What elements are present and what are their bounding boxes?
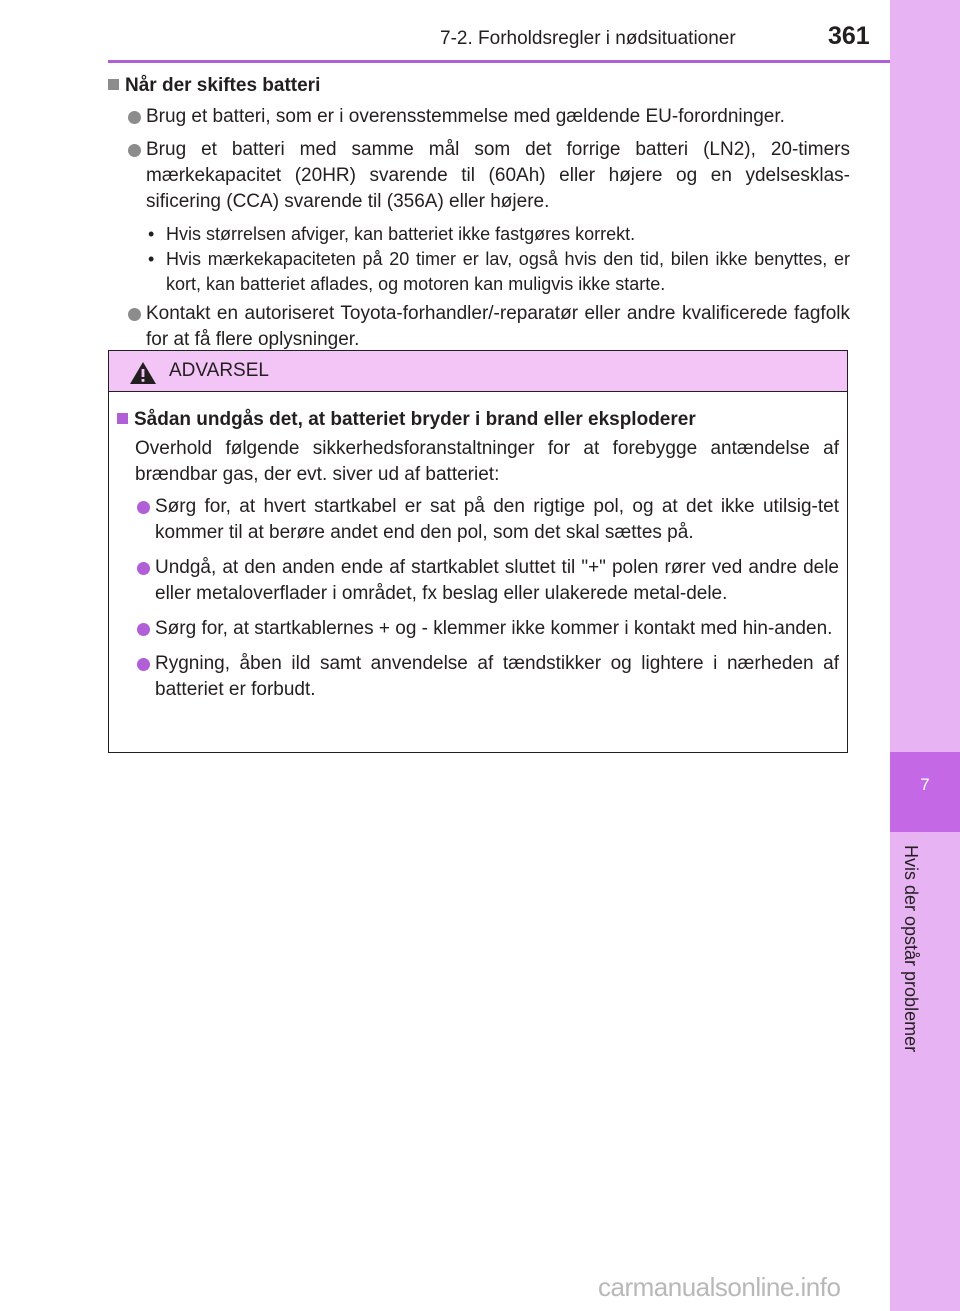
section-heading	[108, 72, 850, 100]
side-tab-chapter-number: 7	[920, 775, 930, 794]
list-item	[108, 301, 850, 353]
main-content	[108, 72, 850, 360]
warning-list-item-text: Undgå, at den anden ende af startkablet sluttet til "+" polen rører ved andre dele eller metaloverflader i området, fx beslag eller ulakerede metal-dele.	[155, 557, 839, 604]
warning-list-item	[117, 494, 839, 546]
sub-list-item	[108, 247, 850, 297]
sub-list-item-text: Hvis størrelsen afviger, kan batteriet ikke fastgøres korrekt.	[166, 224, 636, 244]
warning-triangle-icon	[129, 361, 157, 385]
warning-body	[109, 392, 847, 703]
circle-bullet-icon	[137, 501, 150, 514]
warning-list-item	[117, 651, 839, 703]
bullet-dot-icon: •	[148, 224, 155, 244]
circle-bullet-icon	[137, 623, 150, 636]
warning-label: ADVARSEL	[169, 360, 269, 381]
side-tab-title: Hvis der opstår problemer	[901, 845, 921, 1053]
warning-list-item-text: Sørg for, at hvert startkabel er sat på den rigtige pol, og at det ikke utilsig-tet kommer til at berøre andet end den pol, som det skal sættes på.	[155, 496, 839, 543]
warning-list-item	[117, 555, 839, 607]
circle-bullet-icon	[137, 562, 150, 575]
warning-list-item	[117, 616, 839, 642]
warning-header	[109, 351, 847, 392]
list-item-text: Brug et batteri, som er i overensstemmelse med gældende EU-forordninger.	[146, 106, 785, 127]
list-item-text: Kontakt en autoriseret Toyota-forhandler/-reparatør eller andre kvalificerede fagfolk for at få flere oplysninger.	[146, 303, 850, 350]
circle-bullet-icon	[128, 308, 141, 321]
page-number: 361	[828, 22, 870, 50]
warning-heading-text: Sådan undgås det, at batteriet bryder i brand eller eksploderer	[134, 409, 696, 430]
list-item	[108, 137, 850, 215]
list-item-text: Brug et batteri med samme mål som det forrige batteri (LN2), 20-timers mærkekapacitet (20HR) svarende til (60Ah) eller højere og en ydelsesklas-sificering (CCA) svarende til (356A) eller højere.	[146, 139, 850, 212]
warning-box	[108, 350, 848, 753]
sub-list-item	[108, 222, 850, 247]
section-heading-text: Når der skiftes batteri	[125, 75, 321, 96]
bullet-dot-icon: •	[148, 249, 155, 269]
running-header-section: 7-2. Forholdsregler i nødsituationer	[440, 28, 736, 49]
warning-list-item-text: Rygning, åben ild samt anvendelse af tændstikker og lightere i nærheden af batteriet er forbudt.	[155, 653, 839, 700]
header-rule	[108, 60, 890, 63]
watermark: carmanualsonline.info	[598, 1272, 841, 1302]
sub-list-item-text: Hvis mærkekapaciteten på 20 timer er lav, også hvis den tid, bilen ikke benyttes, er kort, kan batteriet aflades, og motoren kan muligvis ikke starte.	[166, 249, 850, 294]
side-tab	[890, 0, 960, 1311]
circle-bullet-icon	[128, 111, 141, 124]
square-bullet-icon	[117, 413, 128, 424]
circle-bullet-icon	[128, 144, 141, 157]
square-bullet-icon	[108, 79, 119, 90]
warning-heading	[117, 406, 839, 434]
list-item	[108, 104, 850, 130]
sub-list	[108, 222, 850, 297]
warning-intro: Overhold følgende sikkerhedsforanstaltninger for at forebygge antændelse af brændbar gas, der evt. siver ud af batteriet:	[135, 438, 839, 485]
circle-bullet-icon	[137, 658, 150, 671]
warning-list-item-text: Sørg for, at startkablernes + og - klemmer ikke kommer i kontakt med hin-anden.	[155, 618, 833, 639]
